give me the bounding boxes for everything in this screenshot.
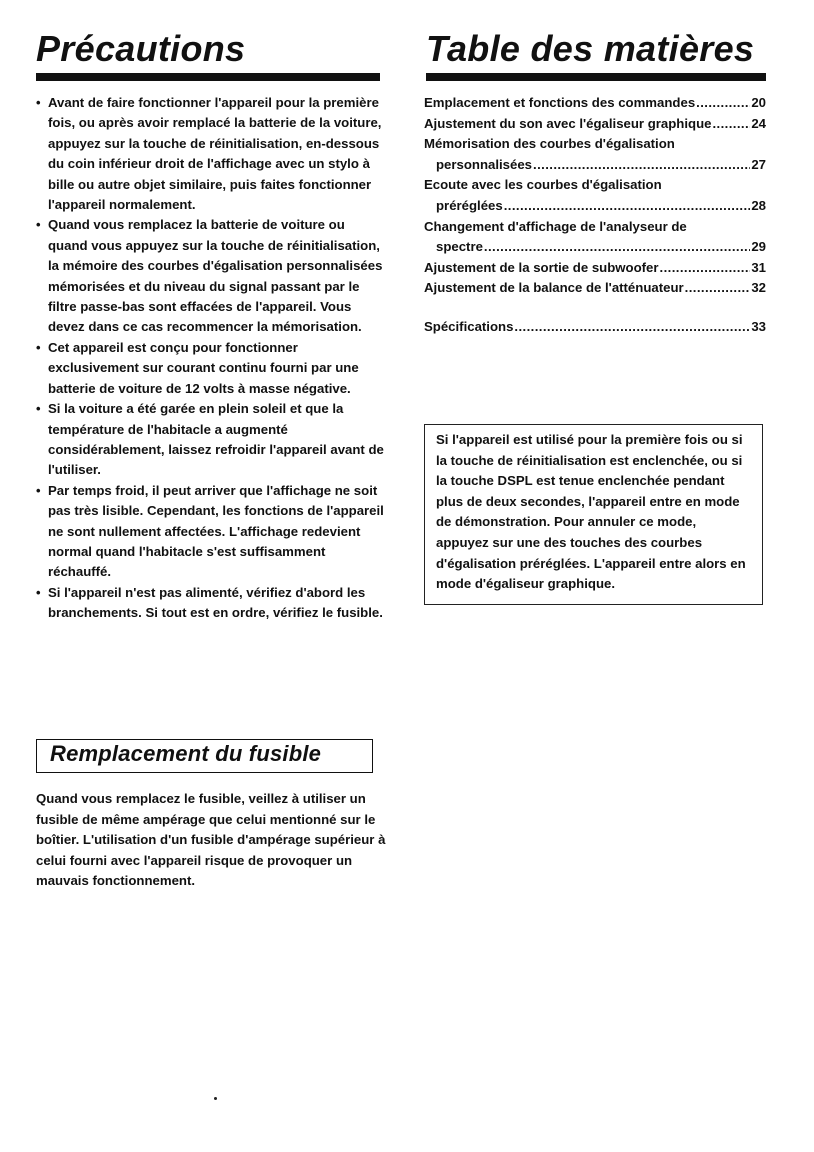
precaution-item: • Avant de faire fonctionner l'appareil pour la première fois, ou après avoir remplacé la batterie de la voiture, appuyez sur la touche de réinitialisation, en-dessous du coin inférieur droit de l'affichage avec un stylo à bille ou autre objet similaire, puis faites fonctionner l'appareil normalement. — [36, 95, 382, 213]
notice-text: Si l'appareil est utilisé pour la première fois ou si la touche de réinitialisation est enclenchée, ou si la touche DSPL est tenue enclenchée pendant plus de deux secondes, l'appareil entre en mode de démonstration. Pour annuler ce mode, appuyez sur une des touches des courbes d'égalisation préréglées. L'appareil entre alors en mode d'égaliseur graphique. — [436, 432, 746, 592]
toc-page: 24 — [751, 115, 766, 131]
toc-entry[interactable]: Mémorisation des courbes d'égalisation personnalisées ..... 27 — [424, 134, 766, 175]
toc-entry[interactable]: Ajustement de la sortie de subwoofer ..... 31 — [424, 258, 766, 279]
toc-page: 28 — [751, 197, 766, 213]
demo-mode-notice — [424, 424, 763, 605]
toc-entry[interactable]: Ajustement du son avec l'égaliseur graphique ..... 24 — [424, 114, 766, 135]
toc-page: 20 — [751, 95, 766, 110]
toc-page: 27 — [751, 156, 766, 172]
precaution-item: • Quand vous remplacez la batterie de voiture ou quand vous appuyez sur la touche de réinitialisation, la mémoire des courbes d'égalisation personnalisées mémorisées et du niveau du signal passant par le filtre passe-bas sont effacées de l'appareil. Vous devez dans ce cas recommencer la mémorisation. — [36, 217, 383, 335]
precautions-rule — [36, 73, 380, 81]
toc-page: 32 — [751, 280, 766, 296]
precaution-item: • Si l'appareil n'est pas alimenté, vérifiez d'abord les branchements. Si tout est en ordre, vérifiez le fusible. — [36, 584, 383, 621]
dot-leader — [484, 237, 750, 258]
bullet-icon: • — [36, 339, 41, 355]
toc-heading: Table des matières — [426, 28, 755, 69]
dot-leader — [660, 258, 751, 279]
toc-entry[interactable]: Spécifications ..... 33 — [424, 317, 766, 338]
table-of-contents — [424, 93, 766, 338]
fuse-heading: Remplacement du fusible — [50, 741, 322, 766]
toc-entry[interactable]: Ecoute avec les courbes d'égalisation préréglées ..... 28 — [424, 175, 766, 216]
toc-entry[interactable]: Emplacement et fonctions des commandes ..... 20 — [424, 93, 766, 114]
toc-page: 31 — [751, 259, 766, 275]
toc-page: 29 — [751, 239, 766, 255]
fuse-paragraph: Quand vous remplacez le fusible, veillez à utiliser un fusible de même ampérage que celui mentionné sur le boîtier. L'utilisation d'un fusible d'ampérage supérieur à celui fourni avec l'appareil risque de provoquer un mauvais fonctionnement. — [36, 791, 386, 889]
precaution-item: • Si la voiture a été garée en plein soleil et que la température de l'habitacle a augmenté considérablement, laissez refroidir l'appareil avant de l'utiliser. — [36, 401, 384, 478]
dot-leader — [696, 93, 750, 114]
page-speck — [214, 1097, 217, 1100]
dot-leader — [533, 155, 750, 176]
dot-leader — [514, 317, 750, 338]
bullet-icon: • — [36, 401, 41, 417]
precaution-item: • Par temps froid, il peut arriver que l'affichage ne soit pas très lisible. Cependant, les fonctions de l'appareil ne sont nullement affectées. L'affichage redevient normal quand l'habitacle s'est suffisamment réchauffé. — [36, 482, 384, 580]
precautions-heading: Précautions — [36, 28, 246, 69]
toc-entry[interactable]: Ajustement de la balance de l'atténuateur ..... 32 — [424, 278, 766, 299]
dot-leader — [712, 114, 750, 135]
toc-entry[interactable]: Changement d'affichage de l'analyseur de spectre ..... 29 — [424, 217, 766, 258]
bullet-icon: • — [36, 217, 41, 233]
precautions-list — [36, 93, 386, 624]
bullet-icon: • — [36, 584, 41, 600]
toc-rule — [426, 73, 766, 81]
bullet-icon: • — [36, 95, 41, 110]
dot-leader — [504, 196, 751, 217]
dot-leader — [685, 278, 751, 299]
toc-page: 33 — [751, 318, 766, 334]
precaution-item: • Cet appareil est conçu pour fonctionner exclusivement sur courant continu fourni par une batterie de voiture de 12 volts à masse négative. — [36, 339, 359, 396]
bullet-icon: • — [36, 482, 41, 498]
